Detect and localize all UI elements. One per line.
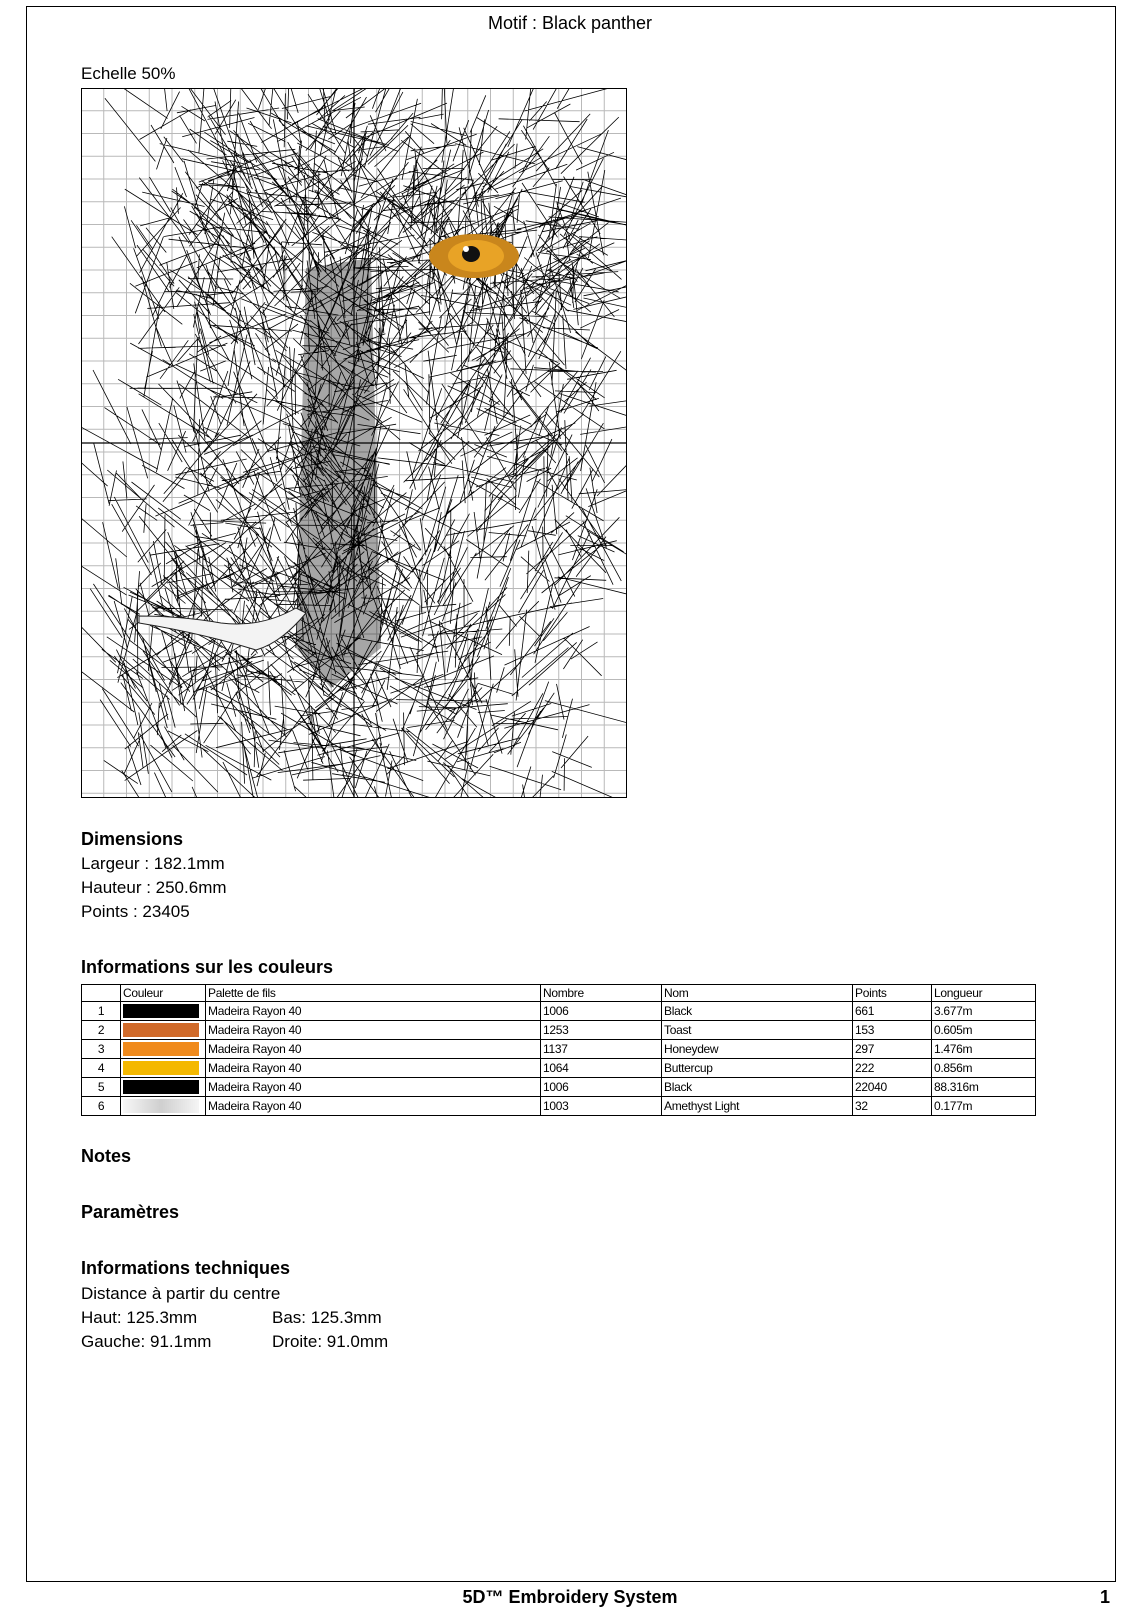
thread-name: Amethyst Light [662, 1097, 853, 1116]
col-points: Points [853, 985, 932, 1002]
thread-palette: Madeira Rayon 40 [206, 1002, 541, 1021]
color-index: 2 [82, 1021, 121, 1040]
stitch-count: 32 [853, 1097, 932, 1116]
thread-palette: Madeira Rayon 40 [206, 1097, 541, 1116]
stitch-count: 661 [853, 1002, 932, 1021]
thread-name: Toast [662, 1021, 853, 1040]
thread-palette: Madeira Rayon 40 [206, 1078, 541, 1097]
color-swatch-cell [121, 1021, 206, 1040]
thread-number: 1253 [541, 1021, 662, 1040]
thread-number: 1006 [541, 1002, 662, 1021]
color-swatch [123, 1023, 199, 1037]
footer-system-name: 5D™ Embroidery System [462, 1587, 678, 1607]
dimension-points: Points : 23405 [81, 902, 190, 921]
col-name: Nom [662, 985, 853, 1002]
color-swatch [123, 1061, 199, 1075]
color-swatch-cell [121, 1040, 206, 1059]
thread-length: 1.476m [932, 1040, 1036, 1059]
thread-name: Honeydew [662, 1040, 853, 1059]
color-index: 5 [82, 1078, 121, 1097]
col-length: Longueur [932, 985, 1036, 1002]
color-table-header [82, 985, 1036, 1002]
scale-label: Echelle 50% [81, 64, 176, 83]
color-swatch [123, 1099, 199, 1113]
dimension-width: Largeur : 182.1mm [81, 854, 225, 873]
color-row [82, 1078, 1036, 1097]
stitch-count: 297 [853, 1040, 932, 1059]
design-preview [81, 88, 627, 798]
color-index: 1 [82, 1002, 121, 1021]
thread-length: 0.856m [932, 1059, 1036, 1078]
distance-left: Gauche: 91.1mm [81, 1332, 212, 1351]
page-number: 1 [1100, 1587, 1111, 1607]
thread-number: 1003 [541, 1097, 662, 1116]
color-row [82, 1097, 1036, 1116]
color-index: 6 [82, 1097, 121, 1116]
color-swatch [123, 1042, 199, 1056]
page-title: Motif : Black panther [487, 13, 653, 33]
panther-eye [429, 234, 519, 278]
thread-name: Black [662, 1078, 853, 1097]
thread-name: Buttercup [662, 1059, 853, 1078]
color-index: 4 [82, 1059, 121, 1078]
col-color: Couleur [121, 985, 206, 1002]
color-row [82, 1040, 1036, 1059]
embroidery-preview-image [81, 88, 627, 798]
colors-heading: Informations sur les couleurs [81, 957, 334, 977]
thread-number: 1137 [541, 1040, 662, 1059]
nose-bridge-shade [296, 258, 381, 688]
thread-name: Black [662, 1002, 853, 1021]
color-row [82, 1059, 1036, 1078]
distance-top: Haut: 125.3mm [81, 1308, 198, 1327]
thread-palette: Madeira Rayon 40 [206, 1021, 541, 1040]
thread-palette: Madeira Rayon 40 [206, 1040, 541, 1059]
col-palette: Palette de fils [206, 985, 541, 1002]
color-swatch-cell [121, 1059, 206, 1078]
thread-palette: Madeira Rayon 40 [206, 1059, 541, 1078]
color-swatch [123, 1080, 199, 1094]
color-swatch-cell [121, 1078, 206, 1097]
color-swatch [123, 1004, 199, 1018]
stitch-count: 22040 [853, 1078, 932, 1097]
notes-heading: Notes [81, 1146, 132, 1166]
thread-length: 0.605m [932, 1021, 1036, 1040]
stitch-count: 222 [853, 1059, 932, 1078]
distance-right: Droite: 91.0mm [272, 1332, 389, 1351]
dimensions-heading: Dimensions [81, 829, 184, 849]
col-index [82, 985, 121, 1002]
color-swatch-cell [121, 1002, 206, 1021]
color-index: 3 [82, 1040, 121, 1059]
color-row [82, 1002, 1036, 1021]
color-row [82, 1021, 1036, 1040]
dimension-height: Hauteur : 250.6mm [81, 878, 227, 897]
technical-heading: Informations techniques [81, 1258, 291, 1278]
stitch-count: 153 [853, 1021, 932, 1040]
parameters-heading: Paramètres [81, 1202, 180, 1222]
thread-length: 3.677m [932, 1002, 1036, 1021]
col-number: Nombre [541, 985, 662, 1002]
distance-bottom: Bas: 125.3mm [272, 1308, 382, 1327]
thread-length: 88.316m [932, 1078, 1036, 1097]
thread-length: 0.177m [932, 1097, 1036, 1116]
color-swatch-cell [121, 1097, 206, 1116]
thread-number: 1064 [541, 1059, 662, 1078]
distance-label: Distance à partir du centre [81, 1284, 281, 1303]
color-table [81, 984, 1036, 1116]
thread-number: 1006 [541, 1078, 662, 1097]
